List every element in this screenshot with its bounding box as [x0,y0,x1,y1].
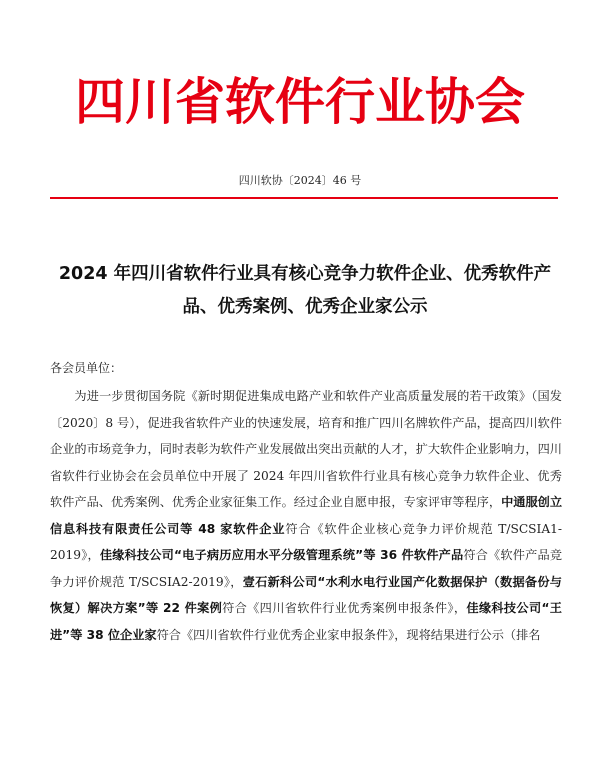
document-number: 四川软协〔2024〕46 号 [238,174,362,187]
paragraph-text: 为进一步贯彻国务院《新时期促进集成电路产业和软件产业高质量发展的若干政策》（国发〔2020〕8 号），促进我省软件产业的快速发展，培育和推广四川名牌软件产品，提高四川软件企业的市场竞争力，同时表彰为软件产业发展做出突出贡献的人才，扩大软件企业影响力，四川省软件行业协会在会员单位中开展了 2024 年四川省软件行业具有核心竞争力软件企业、优秀软件产品、优秀案例、优秀企业家征集工作。经过企业自愿申报，专家评审等程序， [50,389,562,509]
paragraph-text: 符合《四川省软件行业优秀案例申报条件》， [222,601,467,615]
paragraph-text: 符合《软件企业核心竞争力评价规范 T/SCSIA1-2019》， [50,521,562,562]
body-paragraph [50,383,562,648]
salutation: 各会员单位： [50,361,123,375]
highlight-products: 佳缘科技公司“电子病历应用水平分级管理系统”等 36 件软件产品 [99,548,464,562]
red-divider-line [50,197,558,199]
highlight-cases: 壹石新科公司“水利水电行业国产化数据保护（数据备份与恢复）解决方案”等 22 件案例 [50,574,562,615]
paragraph-text: 符合《软件产品竞争力评价规范 T/SCSIA2-2019》， [50,548,563,589]
paragraph-text: 符合《四川省软件行业优秀企业家申报条件》，现将结果进行公示（排名 [156,627,541,642]
highlight-entrepreneurs: 佳缘科技公司“王进”等 38 位企业家 [50,601,562,642]
org-letterhead-title: 四川省软件行业协会 [75,72,525,131]
highlight-enterprises: 中通服创立信息科技有限责任公司等 48 家软件企业 [50,495,563,536]
notice-title: 2024 年四川省软件行业具有核心竞争力软件企业、优秀软件产品、优秀案例、优秀企业家公示 [58,264,552,317]
